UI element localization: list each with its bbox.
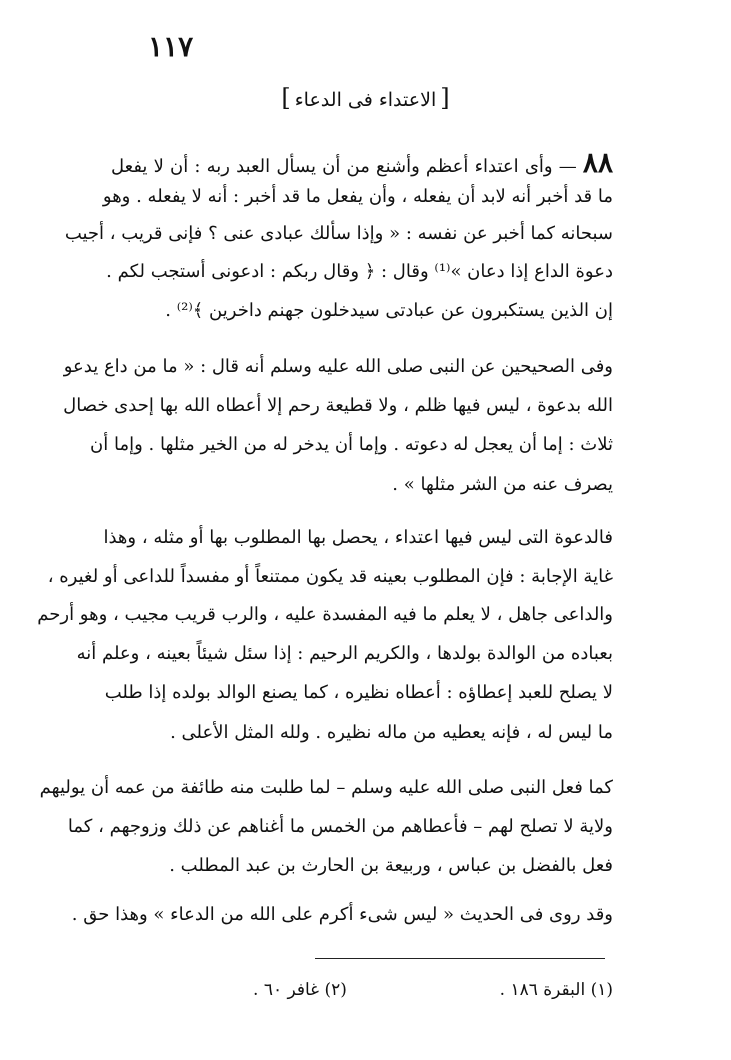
footnote-2: (٢) غافر ٦٠ . — [253, 980, 347, 1000]
footnotes — [253, 980, 613, 1000]
text-line: إن الذين يستكبرون عن عبادتى سيدخلون جهنم داخرين ﴾⁽²⁾ . — [165, 300, 613, 321]
text-line: فعل بالفضل بن عباس ، وربيعة بن الحارث بن عبد المطلب . — [169, 855, 613, 876]
text-line: بعباده من الوالدة بولدها ، والكريم الرحيم : إذا سئل شيئاً بعينه ، وعلم أنه — [76, 643, 613, 664]
text-line: لا يصلح للعبد إعطاؤه : أعطاه نظيره ، كما يصنع الوالد بولده إذا طلب — [104, 682, 613, 703]
text-line: دعوة الداع إذا دعان »⁽¹⁾ وقال : ﴿ وقال ربكم : ادعونى أستجب لكم . — [106, 261, 613, 282]
text-line: فالدعوة التى ليس فيها اعتداء ، يحصل بها المطلوب بها أو مثله ، وهذا — [103, 527, 613, 548]
text-line: غاية الإجابة : فإن المطلوب بعينه قد يكون ممتنعاً أو مفسداً للداعى أو لغيره ، — [47, 566, 613, 587]
text-line: وفى الصحيحين عن النبى صلى الله عليه وسلم أنه قال : « ما من داع يدعو — [63, 356, 613, 377]
section-first-line: — وأى اعتداء أعظم وأشنع من أن يسأل العبد ربه : أن لا يفعل — [111, 156, 583, 177]
text-line — [111, 146, 613, 179]
chapter-title — [0, 84, 731, 112]
text-line: ثلاث : إما أن يعجل له دعوته . وإما أن يدخر له من الخير مثلها . وإما أن — [90, 434, 613, 455]
chapter-title-text: الاعتداء فى الدعاء — [294, 89, 437, 111]
text-line: ما ليس له ، فإنه يعطيه من ماله نظيره . ولله المثل الأعلى . — [170, 722, 613, 743]
page-number: ١١٧ — [148, 30, 194, 63]
text-line: والداعى جاهل ، لا يعلم ما فيه المفسدة عليه ، والرب قريب مجيب ، وهو أرحم — [37, 604, 613, 625]
text-line: ما قد أخبر أنه لابد أن يفعله ، وأن يفعل ما قد أخبر : أنه لا يفعله . وهو — [102, 186, 613, 207]
title-bracket-open: [ — [440, 84, 450, 112]
text-line: وقد روى فى الحديث « ليس شىء أكرم على الله من الدعاء » وهذا حق . — [71, 904, 613, 925]
text-line: سبحانه كما أخبر عن نفسه : « وإذا سألك عبادى عنى ؟ فإنى قريب ، أجيب — [64, 223, 613, 244]
footnote-1: (١) البقرة ١٨٦ . — [499, 980, 613, 1000]
text-line: كما فعل النبى صلى الله عليه وسلم – لما طلبت منه طائفة من عمه أن يوليهم — [39, 777, 613, 798]
title-bracket-close: ] — [281, 84, 291, 112]
text-line: يصرف عنه من الشر مثلها » . — [392, 474, 613, 495]
section-number: ٨٨ — [582, 146, 613, 179]
text-line: ولاية لا تصلح لهم – فأعطاهم من الخمس ما أغناهم عن ذلك وزوجهم ، كما — [67, 816, 613, 837]
text-line: الله بدعوة ، ليس فيها ظلم ، ولا قطيعة رحم إلا أعطاه الله بها إحدى خصال — [63, 395, 613, 416]
footnote-rule — [315, 958, 605, 959]
